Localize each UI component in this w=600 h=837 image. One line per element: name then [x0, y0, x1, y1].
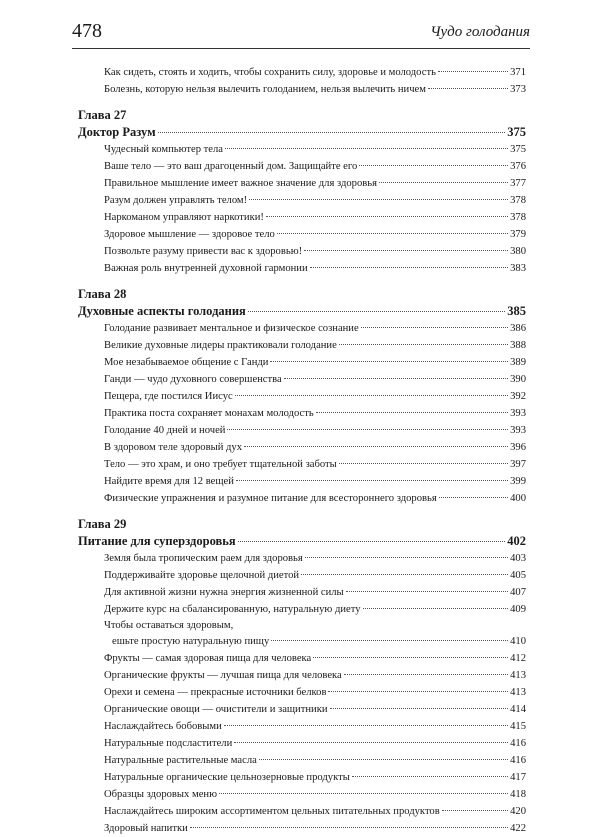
toc-page-number: 416 — [510, 755, 526, 766]
toc-page-number: 393 — [510, 408, 526, 419]
toc-entry[interactable] — [78, 473, 526, 490]
toc-entry-title: Найдите время для 12 вещей — [104, 476, 234, 487]
toc-entry[interactable] — [78, 786, 526, 803]
toc-entry[interactable] — [78, 820, 526, 837]
toc-entry[interactable] — [78, 650, 526, 667]
toc-entry[interactable] — [78, 209, 526, 226]
toc-entry-title-line2: ешьте простую натуральную пищу — [112, 636, 270, 647]
dot-leader — [363, 608, 509, 609]
toc-entry[interactable] — [78, 337, 526, 354]
toc-page-number: 375 — [510, 144, 526, 155]
toc-entry[interactable] — [78, 260, 526, 277]
toc-entry-continuation — [104, 633, 526, 650]
dot-leader — [305, 557, 508, 558]
dot-leader — [158, 132, 506, 133]
chapter-title-entry[interactable] — [78, 123, 526, 141]
toc-entry-title: Земля была тропическим раем для здоровья — [104, 553, 303, 564]
chapter-section — [78, 516, 526, 837]
toc-entry[interactable] — [78, 684, 526, 701]
dot-leader — [238, 541, 506, 542]
chapter-title: Доктор Разум — [78, 125, 156, 139]
toc-entry[interactable] — [78, 243, 526, 260]
toc-entry-title: Правильное мышление имеет важное значение для здоровья — [104, 178, 377, 189]
toc-page-number: 389 — [510, 357, 526, 368]
toc-page-number: 409 — [510, 604, 526, 615]
toc-entry-title: Органические овощи — очистители и защитники — [104, 704, 328, 715]
toc-entry-title: Держите курс на сбалансированную, натуральную диету — [104, 604, 361, 615]
toc-entry[interactable] — [78, 769, 526, 786]
toc-page-number: 413 — [510, 670, 526, 681]
toc-entry[interactable] — [78, 226, 526, 243]
toc-entry-title: Как сидеть, стоять и ходить, чтобы сохранить силу, здоровье и молодость — [104, 67, 436, 78]
dot-leader — [190, 827, 508, 828]
toc-entry-title: Орехи и семена — прекрасные источники белков — [104, 687, 327, 698]
toc-entry[interactable] — [78, 601, 526, 618]
toc-entry[interactable] — [78, 192, 526, 209]
toc-page-number: 418 — [510, 789, 526, 800]
dot-leader — [219, 793, 508, 794]
toc-entry-title: Поддерживайте здоровье щелочной диетой — [104, 570, 300, 581]
toc-page-number: 378 — [510, 212, 526, 223]
toc-page-number: 379 — [510, 229, 526, 240]
toc-page-number: 397 — [510, 459, 526, 470]
toc-page-number: 371 — [510, 67, 526, 78]
toc-entry-title: Наркоманом управляют наркотики! — [104, 212, 264, 223]
toc-page-number: 402 — [507, 534, 526, 548]
toc-entry[interactable] — [78, 422, 526, 439]
toc-entry-title: Разум должен управлять телом! — [104, 195, 248, 206]
dot-leader — [234, 742, 508, 743]
toc-page-number: 392 — [510, 391, 526, 402]
dot-leader — [346, 591, 508, 592]
toc-entry-title: Органические фрукты — лучшая пища для человека — [104, 670, 342, 681]
toc-entry[interactable] — [78, 81, 526, 98]
toc-page-number: 400 — [510, 493, 526, 504]
dot-leader — [301, 574, 508, 575]
toc-entry[interactable] — [78, 175, 526, 192]
dot-leader — [224, 725, 508, 726]
chapter-section — [78, 107, 526, 277]
toc-page-number: 380 — [510, 246, 526, 257]
toc-page-number: 378 — [510, 195, 526, 206]
toc-entry-title: Тело — это храм, и оно требует тщательной заботы — [104, 459, 337, 470]
toc-entry[interactable] — [78, 567, 526, 584]
chapter-title: Духовные аспекты голодания — [78, 304, 246, 318]
toc-entry-title: Чтобы оставаться здоровым, — [104, 620, 234, 631]
chapter-label: Глава 29 — [78, 517, 127, 531]
toc-entry[interactable] — [78, 490, 526, 507]
toc-entry[interactable] — [78, 354, 526, 371]
toc-page-number: 377 — [510, 178, 526, 189]
table-of-contents — [78, 64, 526, 837]
dot-leader — [259, 759, 508, 760]
toc-entry-title: Натуральные органические цельнозерновые продукты — [104, 772, 350, 783]
toc-page-number: 373 — [510, 84, 526, 95]
toc-entry-title: Фрукты — самая здоровая пища для человека — [104, 653, 312, 664]
toc-page-number: 388 — [510, 340, 526, 351]
dot-leader — [439, 497, 508, 498]
dot-leader — [235, 395, 508, 396]
toc-entry-title: Наслаждайтесь бобовыми — [104, 721, 222, 732]
chapter-section — [78, 286, 526, 507]
dot-leader — [225, 148, 508, 149]
toc-page-number: 383 — [510, 263, 526, 274]
toc-entry[interactable] — [78, 456, 526, 473]
dot-leader — [352, 776, 508, 777]
toc-page-number: 412 — [510, 653, 526, 664]
toc-entry[interactable] — [78, 371, 526, 388]
dot-leader — [227, 429, 508, 430]
toc-page-number: 413 — [510, 687, 526, 698]
dot-leader — [344, 674, 508, 675]
dot-leader — [266, 216, 508, 217]
dot-leader — [379, 182, 508, 183]
toc-entry[interactable] — [78, 667, 526, 684]
chapter-label: Глава 28 — [78, 287, 127, 301]
dot-leader — [304, 250, 508, 251]
toc-entry-title: Натуральные растительные масла — [104, 755, 257, 766]
page-number: 478 — [72, 20, 102, 42]
toc-entry-title: Важная роль внутренней духовной гармонии — [104, 263, 308, 274]
dot-leader — [248, 311, 505, 312]
toc-entry-title: Здоровый напитки — [104, 823, 188, 834]
toc-entry-title: Голодание развивает ментальное и физическое сознание — [104, 323, 359, 334]
dot-leader — [310, 267, 508, 268]
toc-page-number: 407 — [510, 587, 526, 598]
dot-leader — [236, 480, 508, 481]
chapter-title-entry[interactable] — [78, 302, 526, 320]
toc-entry-title: Физические упражнения и разумное питание для всестороннего здоровья — [104, 493, 437, 504]
toc-page-number: 399 — [510, 476, 526, 487]
dot-leader — [316, 412, 508, 413]
toc-entry-title: Чудесный компьютер тела — [104, 144, 223, 155]
dot-leader — [442, 810, 508, 811]
toc-entry[interactable] — [78, 550, 526, 567]
toc-page-number: 376 — [510, 161, 526, 172]
dot-leader — [249, 199, 508, 200]
toc-page-number: 375 — [507, 125, 526, 139]
toc-entry[interactable] — [78, 64, 526, 81]
dot-leader — [313, 657, 508, 658]
toc-entry-title: Образцы здоровых меню — [104, 789, 217, 800]
dot-leader — [339, 344, 508, 345]
dot-leader — [361, 327, 508, 328]
toc-entry[interactable] — [78, 405, 526, 422]
toc-page-number: 420 — [510, 806, 526, 817]
toc-page-number: 385 — [507, 304, 526, 318]
dot-leader — [284, 378, 508, 379]
toc-page-number: 422 — [510, 823, 526, 834]
chapter-title-entry[interactable] — [78, 532, 526, 550]
toc-entry-title: В здоровом теле здоровый дух — [104, 442, 243, 453]
dot-leader — [328, 691, 508, 692]
toc-entry-title: Болезнь, которую нельзя вылечить голоданием, нельзя вылечить ничем — [104, 84, 426, 95]
toc-page-number: 417 — [510, 772, 526, 783]
toc-page-number: 390 — [510, 374, 526, 385]
toc-entry-title: Здоровое мышление — здоровое тело — [104, 229, 275, 240]
toc-entry[interactable] — [78, 735, 526, 752]
toc-entry-title: Ваше тело — это ваш драгоценный дом. Защищайте его — [104, 161, 358, 172]
toc-entry-title: Позвольте разуму привести вас к здоровью! — [104, 246, 303, 257]
page-header — [72, 18, 530, 49]
toc-entry[interactable] — [78, 701, 526, 718]
toc-page-number: 416 — [510, 738, 526, 749]
dot-leader — [330, 708, 509, 709]
toc-page-number: 393 — [510, 425, 526, 436]
running-title: Чудо голодания — [430, 24, 530, 40]
dot-leader — [428, 88, 508, 89]
toc-entry-title: Для активной жизни нужна энергия жизненной силы — [104, 587, 344, 598]
dot-leader — [438, 71, 508, 72]
toc-entry[interactable] — [78, 718, 526, 735]
toc-page-number: 396 — [510, 442, 526, 453]
dot-leader — [359, 165, 508, 166]
dot-leader — [339, 463, 508, 464]
toc-entry-title: Наслаждайтесь широким ассортиментом цельных питательных продуктов — [104, 806, 440, 817]
dot-leader — [271, 640, 508, 641]
toc-entry-title: Великие духовные лидеры практиковали голодание — [104, 340, 337, 351]
toc-entry-title: Практика поста сохраняет монахам молодость — [104, 408, 314, 419]
toc-page-number: 405 — [510, 570, 526, 581]
chapter-title: Питание для суперздоровья — [78, 534, 236, 548]
chapter-label: Глава 27 — [78, 108, 127, 122]
toc-entry-title: Голодание 40 дней и ночей — [104, 425, 226, 436]
toc-entry-title: Натуральные подсластители — [104, 738, 233, 749]
toc-entry[interactable] — [78, 388, 526, 405]
toc-page-number: 414 — [510, 704, 526, 715]
toc-entry[interactable] — [78, 752, 526, 769]
toc-entry[interactable] — [78, 803, 526, 820]
toc-entry-title: Ганди — чудо духовного совершенства — [104, 374, 282, 385]
toc-page-number: 410 — [510, 636, 526, 647]
toc-entry[interactable] — [78, 158, 526, 175]
toc-entry[interactable] — [78, 141, 526, 158]
dot-leader — [244, 446, 508, 447]
toc-entry[interactable] — [78, 584, 526, 601]
toc-entry[interactable] — [78, 618, 526, 650]
toc-page-number: 386 — [510, 323, 526, 334]
dot-leader — [277, 233, 508, 234]
toc-entry[interactable] — [78, 439, 526, 456]
toc-page-number: 415 — [510, 721, 526, 732]
dot-leader — [270, 361, 508, 362]
toc-page-number: 403 — [510, 553, 526, 564]
toc-entry[interactable] — [78, 320, 526, 337]
toc-entry-title: Мое незабываемое общение с Ганди — [104, 357, 269, 368]
toc-entry-title: Пещера, где постился Иисус — [104, 391, 233, 402]
